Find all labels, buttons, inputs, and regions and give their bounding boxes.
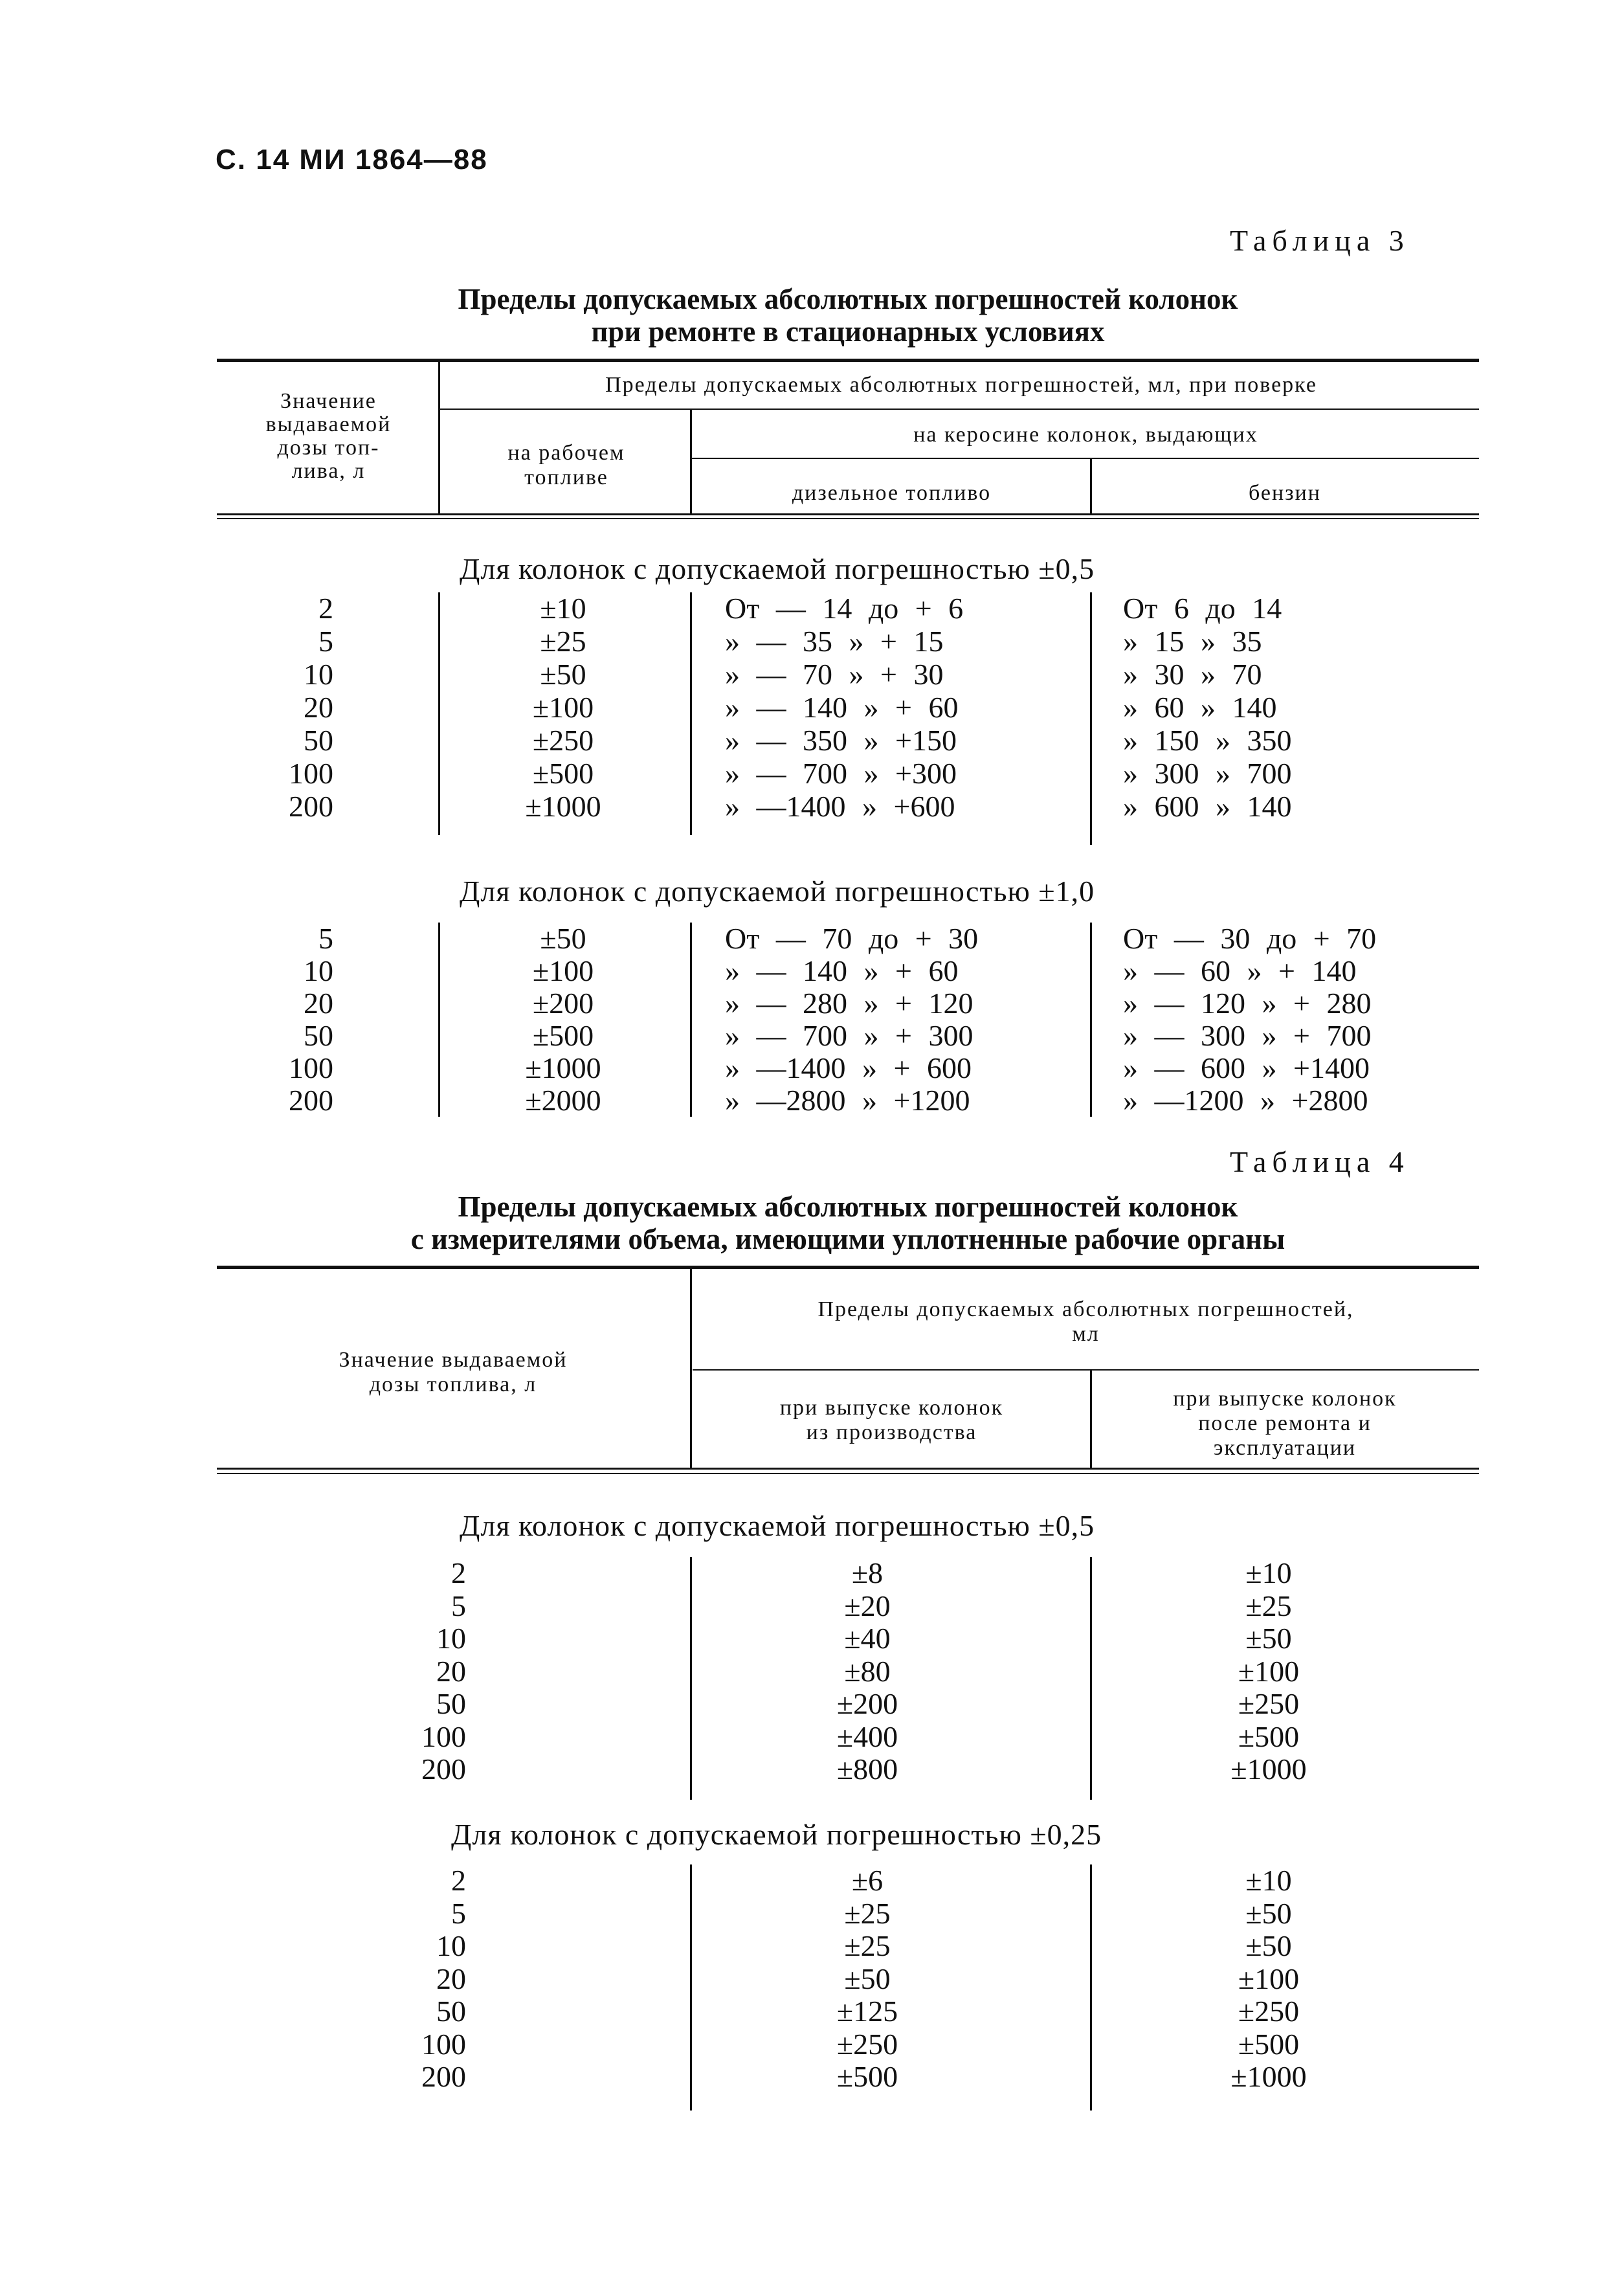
table3-header-working-1: на рабочем (507, 441, 625, 465)
table3-header-bottom-rule-2 (217, 518, 1479, 519)
table3-label: Таблица 3 (1230, 224, 1410, 257)
table4-cell-dose: 5 (451, 1896, 466, 1930)
table4-cell-repair: ±250 (1238, 1995, 1300, 2028)
table3-cell-working: ±2000 (525, 1084, 601, 1117)
table4-cell-production: ±125 (836, 1995, 898, 2028)
table3-header-rule-2 (691, 458, 1479, 459)
table3-cell-working: ±100 (532, 691, 594, 724)
table3-cell-working: ±1000 (525, 790, 601, 823)
table3-cell-petrol: » — 120 » + 280 (1123, 987, 1372, 1020)
table3-cell-working: ±10 (540, 592, 586, 625)
table3-s2-vline-1 (438, 923, 440, 1117)
table3-header-rule-1 (440, 409, 1479, 410)
table4-header-production-2: из производства (806, 1420, 977, 1444)
table3-cell-working: ±25 (540, 625, 586, 658)
table3-cell-dose: 2 (318, 592, 333, 625)
table3-cell-dose: 5 (318, 922, 333, 955)
table3-cell-diesel: » —1400 » + 600 (725, 1051, 972, 1084)
table4-s2-vline-1 (690, 1864, 692, 2110)
table4-cell-dose: 5 (451, 1589, 466, 1622)
table3-cell-diesel: » — 140 » + 60 (725, 954, 959, 987)
table3-cell-working: ±1000 (525, 1051, 601, 1084)
table3-cell-diesel: От — 14 до + 6 (725, 592, 964, 625)
table3-header-vline-1 (438, 361, 440, 513)
table3-cell-diesel: » — 700 » + 300 (725, 1019, 973, 1052)
table3-header-vline-2 (690, 410, 692, 513)
table4-cell-dose: 50 (436, 1687, 466, 1720)
table3-cell-diesel: » — 70 » + 30 (725, 658, 944, 691)
table3-cell-dose: 20 (304, 691, 333, 724)
table4-cell-repair: ±50 (1245, 1929, 1292, 1962)
table4-header-rule-1 (693, 1369, 1479, 1371)
table3-header-vline-3 (1090, 459, 1092, 513)
table4-header-dose-1: Значение выдаваемой (339, 1348, 568, 1372)
table3-title-line2: при ремонте в стационарных условиях (591, 315, 1105, 348)
table3-cell-diesel: » — 35 » + 15 (725, 625, 944, 658)
table3-cell-petrol: » 300 » 700 (1123, 757, 1292, 790)
table4-section2-title: Для колонок с допускаемой погрешностью ±0,25 (451, 1818, 1102, 1851)
table4-cell-dose: 20 (436, 1654, 466, 1688)
page-header: С. 14 МИ 1864—88 (216, 144, 488, 175)
table4-cell-dose: 10 (436, 1622, 466, 1655)
table4-header-repair-1: при выпуске колонок (1173, 1387, 1397, 1411)
table3-cell-petrol: От — 30 до + 70 (1123, 922, 1377, 955)
table3-cell-diesel: » — 280 » + 120 (725, 987, 973, 1020)
table4-header-limits-2: мл (1072, 1322, 1100, 1346)
table3-cell-diesel: » — 700 » +300 (725, 757, 957, 790)
table3-header-petrol: бензин (1249, 481, 1321, 505)
table4-cell-production: ±25 (844, 1929, 891, 1962)
table4-header-bottom-rule (217, 1468, 1479, 1470)
table4-header-vline-2 (1090, 1371, 1092, 1468)
table3-cell-dose: 200 (289, 1084, 333, 1117)
table3-s1-vline-3 (1090, 592, 1092, 845)
table4-cell-dose: 200 (421, 2060, 466, 2093)
table4-cell-dose: 10 (436, 1929, 466, 1962)
table4-header-dose-2: дозы топлива, л (369, 1372, 537, 1396)
table3-header-bottom-rule (217, 513, 1479, 515)
table4-header-production-1: при выпуске колонок (779, 1396, 1004, 1420)
table3-s2-vline-3 (1090, 923, 1092, 1117)
table4-cell-dose: 200 (421, 1752, 466, 1786)
table4-s2-vline-2 (1090, 1864, 1092, 2110)
table3-cell-working: ±500 (532, 757, 594, 790)
table4-cell-dose: 100 (421, 2027, 466, 2061)
table3-cell-diesel: » —1400 » +600 (725, 790, 955, 823)
table4-cell-repair: ±25 (1245, 1589, 1292, 1622)
table3-header-diesel: дизельное топливо (792, 481, 992, 505)
table3-cell-working: ±200 (532, 987, 594, 1020)
table4-cell-repair: ±50 (1245, 1896, 1292, 1930)
table4-header-vline-1 (690, 1269, 692, 1468)
table3-header-dose-4: лива, л (291, 459, 366, 483)
table3-cell-petrol: » — 300 » + 700 (1123, 1019, 1372, 1052)
table3-cell-dose: 10 (304, 658, 333, 691)
table4-cell-repair: ±10 (1245, 1864, 1292, 1897)
table3-cell-petrol: » — 60 » + 140 (1123, 954, 1357, 987)
table3-cell-petrol: » —1200 » +2800 (1123, 1084, 1368, 1117)
table3-cell-petrol: » 15 » 35 (1123, 625, 1262, 658)
table4-cell-production: ±80 (844, 1654, 891, 1688)
table3-cell-dose: 5 (318, 625, 333, 658)
table4-cell-repair: ±500 (1238, 1719, 1300, 1753)
table4-cell-repair: ±250 (1238, 1687, 1300, 1720)
table4-top-rule (217, 1266, 1479, 1269)
table3-header-limits: Пределы допускаемых абсолютных погрешностей, мл, при поверке (605, 373, 1317, 397)
table3-s1-vline-1 (438, 592, 440, 835)
table4-header-repair-3: эксплуатации (1213, 1436, 1357, 1460)
table3-header-dose-3: дозы топ- (277, 436, 380, 460)
table4-cell-production: ±20 (844, 1589, 891, 1622)
table4-cell-production: ±50 (844, 1962, 891, 1995)
table3-cell-petrol: » 150 » 350 (1123, 724, 1292, 757)
table4-cell-production: ±800 (836, 1752, 898, 1786)
table3-cell-diesel: » — 350 » +150 (725, 724, 957, 757)
table3-cell-petrol: » 600 » 140 (1123, 790, 1292, 823)
table3-cell-working: ±50 (540, 658, 586, 691)
table4-section1-title: Для колонок с допускаемой погрешностью ±0,5 (460, 1509, 1095, 1542)
table4-cell-production: ±6 (851, 1864, 884, 1897)
table3-cell-dose: 50 (304, 1019, 333, 1052)
table3-cell-diesel: » —2800 » +1200 (725, 1084, 970, 1117)
table4-cell-repair: ±1000 (1230, 2060, 1307, 2093)
table3-cell-dose: 10 (304, 954, 333, 987)
table3-cell-petrol: » 60 » 140 (1123, 691, 1277, 724)
table4-cell-dose: 20 (436, 1962, 466, 1995)
table4-cell-repair: ±100 (1238, 1654, 1300, 1688)
table3-cell-working: ±250 (532, 724, 594, 757)
table4-cell-production: ±250 (836, 2027, 898, 2061)
table4-cell-production: ±8 (851, 1556, 884, 1589)
table3-s1-vline-2 (690, 592, 692, 835)
table4-cell-production: ±200 (836, 1687, 898, 1720)
table4-cell-dose: 50 (436, 1995, 466, 2028)
table3-cell-dose: 20 (304, 987, 333, 1020)
table3-cell-dose: 100 (289, 1051, 333, 1084)
table3-cell-dose: 100 (289, 757, 333, 790)
table3-header-dose-1: Значение (280, 389, 377, 413)
table4-cell-repair: ±50 (1245, 1622, 1292, 1655)
table4-header-limits-1: Пределы допускаемых абсолютных погрешностей, (818, 1297, 1354, 1321)
table4-title-line1: Пределы допускаемых абсолютных погрешностей колонок (458, 1191, 1238, 1223)
table3-header-dose-2: выдаваемой (265, 412, 392, 436)
table4-label: Таблица 4 (1230, 1145, 1410, 1178)
table3-section1-title: Для колонок с допускаемой погрешностью ±0,5 (460, 552, 1095, 585)
table3-cell-petrol: От 6 до 14 (1123, 592, 1282, 625)
table3-cell-working: ±500 (532, 1019, 594, 1052)
table4-cell-repair: ±10 (1245, 1556, 1292, 1589)
table3-cell-diesel: » — 140 » + 60 (725, 691, 959, 724)
table3-top-rule (217, 359, 1479, 362)
table4-s1-vline-1 (690, 1557, 692, 1800)
table4-header-bottom-rule-2 (217, 1473, 1479, 1474)
table4-cell-repair: ±500 (1238, 2027, 1300, 2061)
table3-header-working-2: топливе (524, 465, 608, 489)
table4-cell-repair: ±1000 (1230, 1752, 1307, 1786)
table3-cell-dose: 50 (304, 724, 333, 757)
table4-cell-dose: 2 (451, 1864, 466, 1897)
table3-cell-diesel: От — 70 до + 30 (725, 922, 979, 955)
table3-cell-working: ±50 (540, 922, 586, 955)
table3-cell-dose: 200 (289, 790, 333, 823)
table4-cell-repair: ±100 (1238, 1962, 1300, 1995)
table3-cell-petrol: » 30 » 70 (1123, 658, 1262, 691)
table3-cell-petrol: » — 600 » +1400 (1123, 1051, 1370, 1084)
table4-cell-production: ±500 (836, 2060, 898, 2093)
table4-cell-production: ±25 (844, 1896, 891, 1930)
table4-title-line2: с измерителями объема, имеющими уплотненные рабочие органы (410, 1223, 1285, 1255)
table4-cell-production: ±40 (844, 1622, 891, 1655)
table3-title-line1: Пределы допускаемых абсолютных погрешностей колонок (458, 283, 1238, 315)
table3-cell-working: ±100 (532, 954, 594, 987)
table4-cell-dose: 100 (421, 1719, 466, 1753)
table3-s2-vline-2 (690, 923, 692, 1117)
table3-section2-title: Для колонок с допускаемой погрешностью ±1,0 (460, 875, 1095, 908)
table4-cell-dose: 2 (451, 1556, 466, 1589)
table3-header-kerosene: на керосине колонок, выдающих (913, 423, 1258, 447)
table4-cell-production: ±400 (836, 1719, 898, 1753)
table4-header-repair-2: после ремонта и (1198, 1411, 1372, 1435)
table4-s1-vline-2 (1090, 1557, 1092, 1800)
